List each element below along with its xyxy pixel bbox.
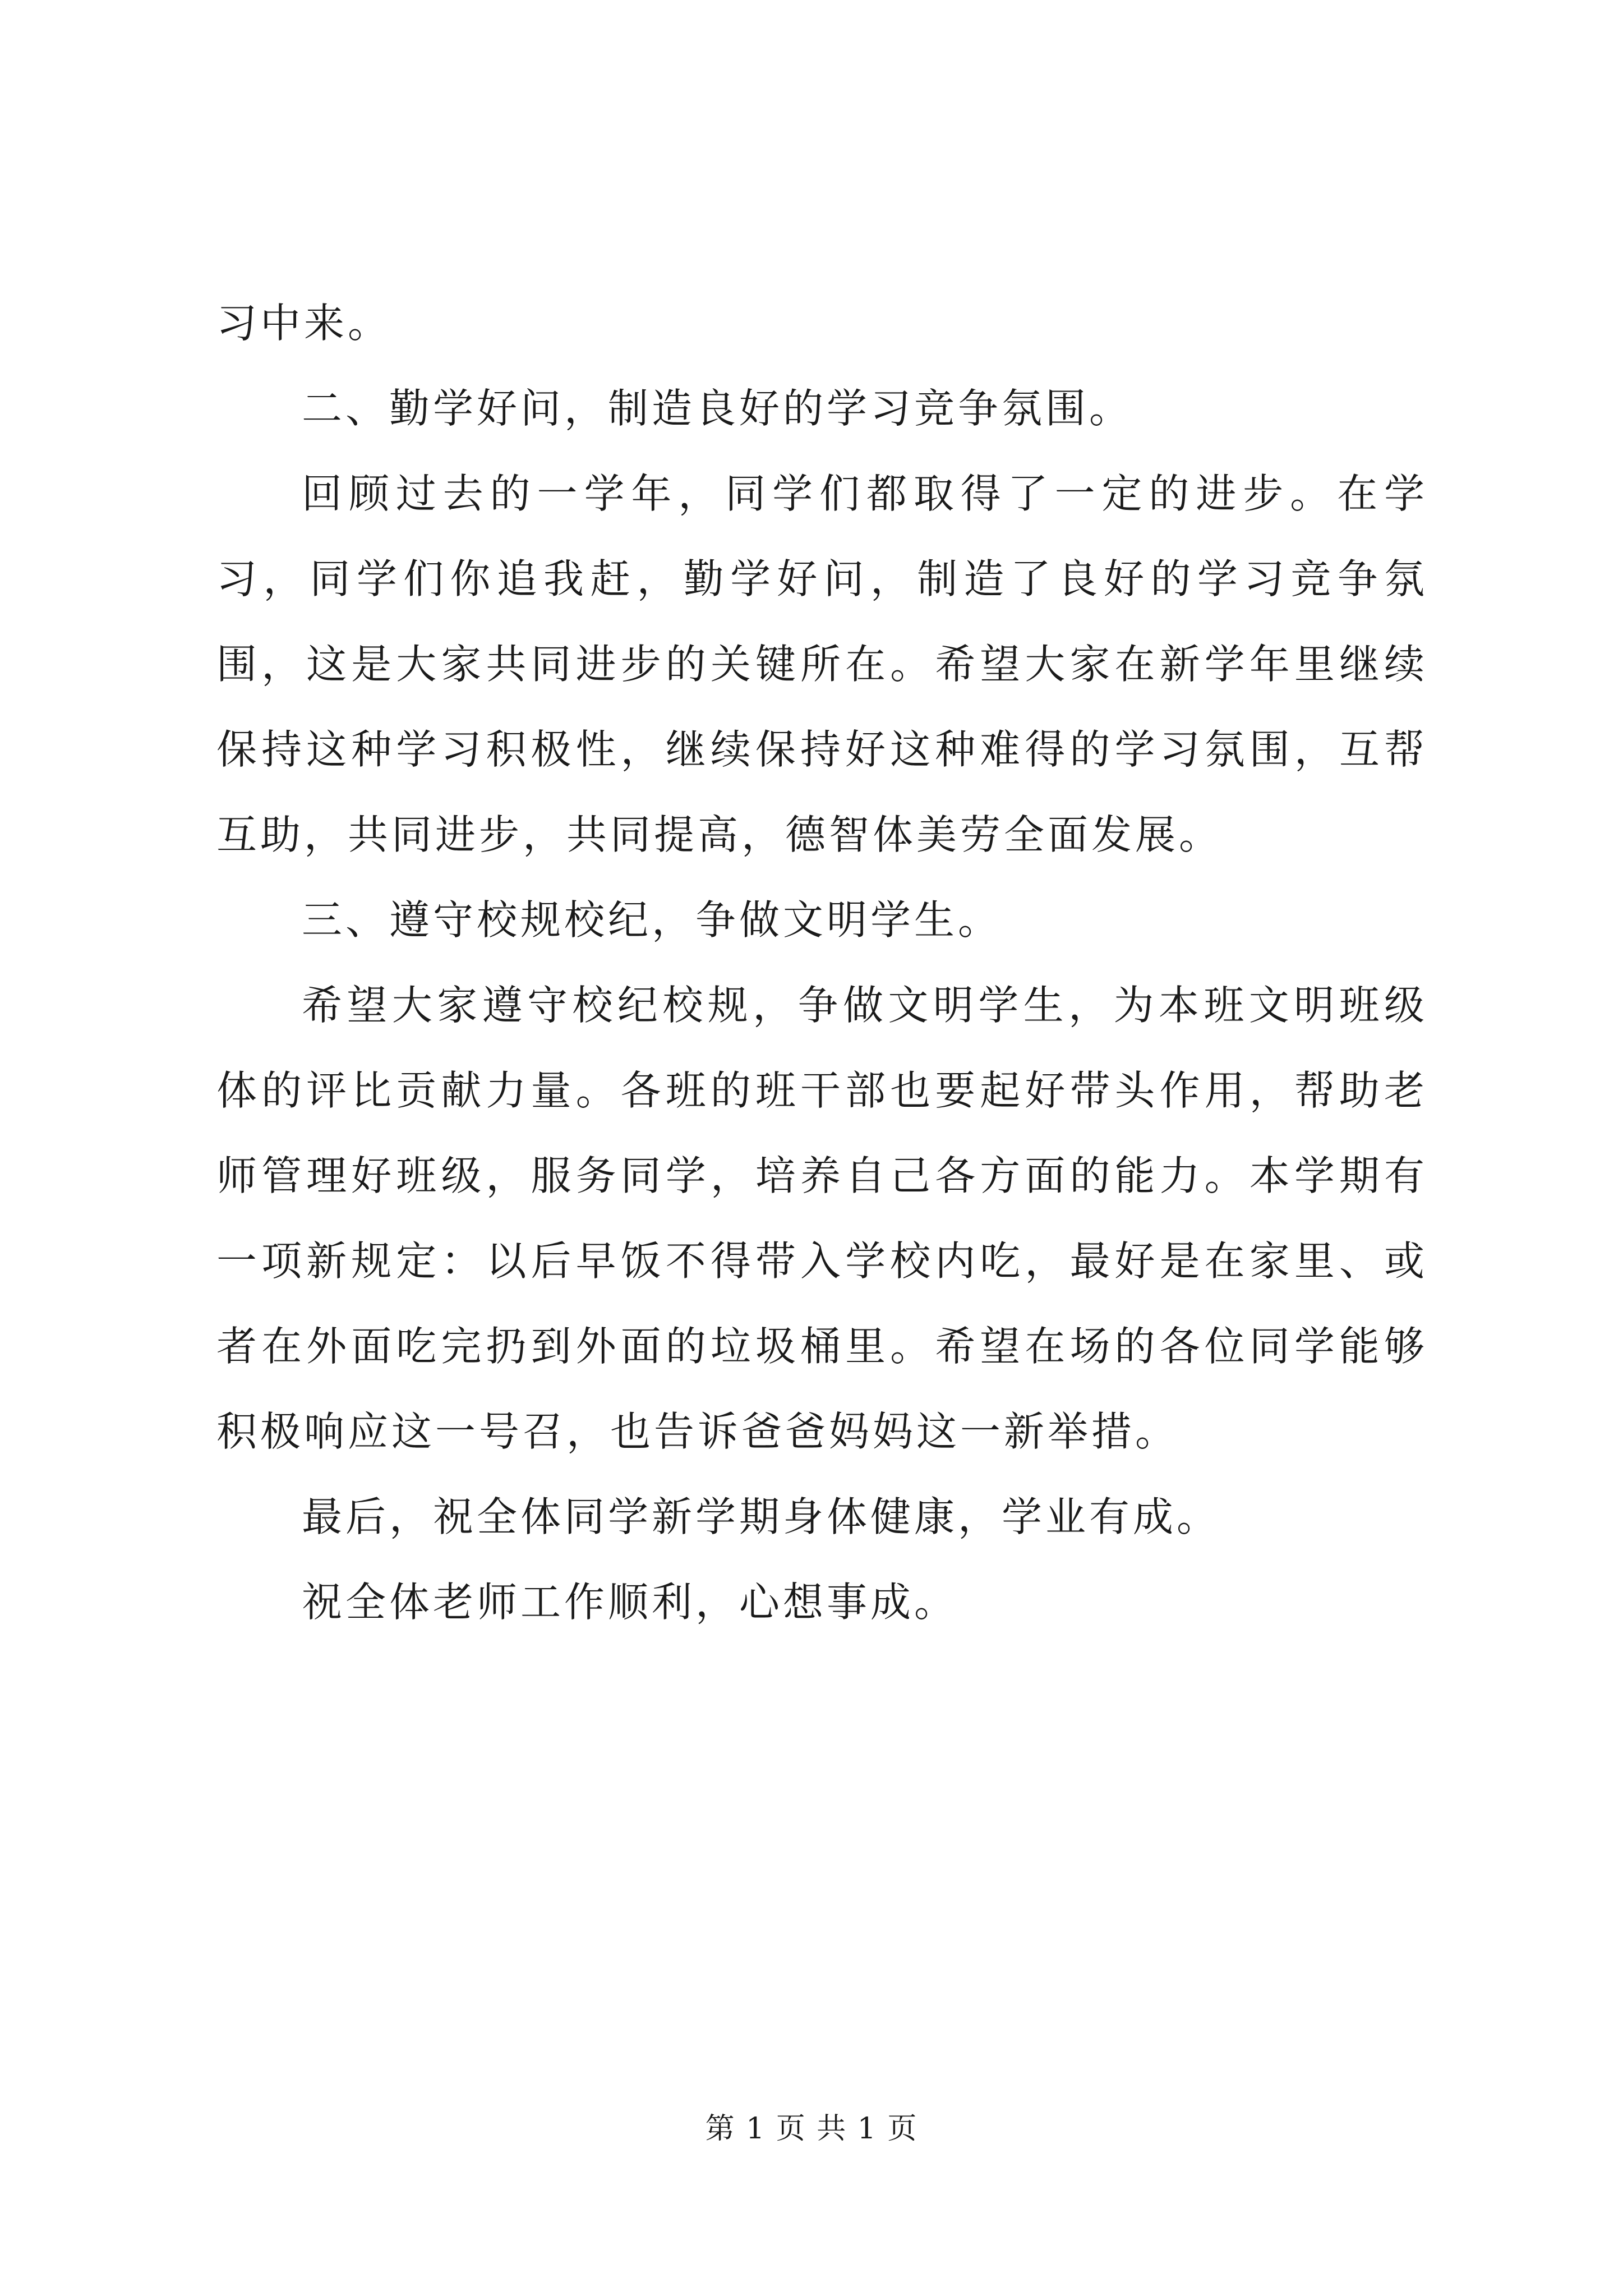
- document-body: [216, 280, 1428, 1645]
- paragraph-continuation: 习中来。: [216, 300, 392, 347]
- paragraph-closing-teachers: 祝全体老师工作顺利，心想事成。: [302, 1579, 958, 1626]
- paragraph-rules: 希望大家遵守校纪校规，争做文明学生，为本班文明班级体的评比贡献力量。各班的班干部也要起好带头作用，帮助老师管理好班级，服务同学，培养自己各方面的能力。本学期有一项新规定：以后早饭不得带入学校内吃，最好是在家里、或者在外面吃完扔到外面的垃圾桶里。希望在场的各位同学能够积极响应这一号召，也告诉爸爸妈妈这一新举措。: [216, 982, 1428, 1455]
- page-footer: 第 1 页 共 1 页: [705, 2112, 918, 2146]
- section-heading-2: 二、勤学好问，制造良好的学习竞争氛围。: [302, 385, 1133, 432]
- paragraph-review: 回顾过去的一学年，同学们都取得了一定的进步。在学习，同学们你追我赶，勤学好问，制造了良好的学习竞争氛围，这是大家共同进步的关键所在。希望大家在新学年里继续保持这种学习积极性，继续保持好这种难得的学习氛围，互帮互助，共同进步，共同提高，德智体美劳全面发展。: [216, 470, 1428, 858]
- paragraph-closing-students: 最后，祝全体同学新学期身体健康，学业有成。: [302, 1493, 1221, 1540]
- section-heading-3: 三、遵守校规校纪，争做文明学生。: [302, 896, 1002, 944]
